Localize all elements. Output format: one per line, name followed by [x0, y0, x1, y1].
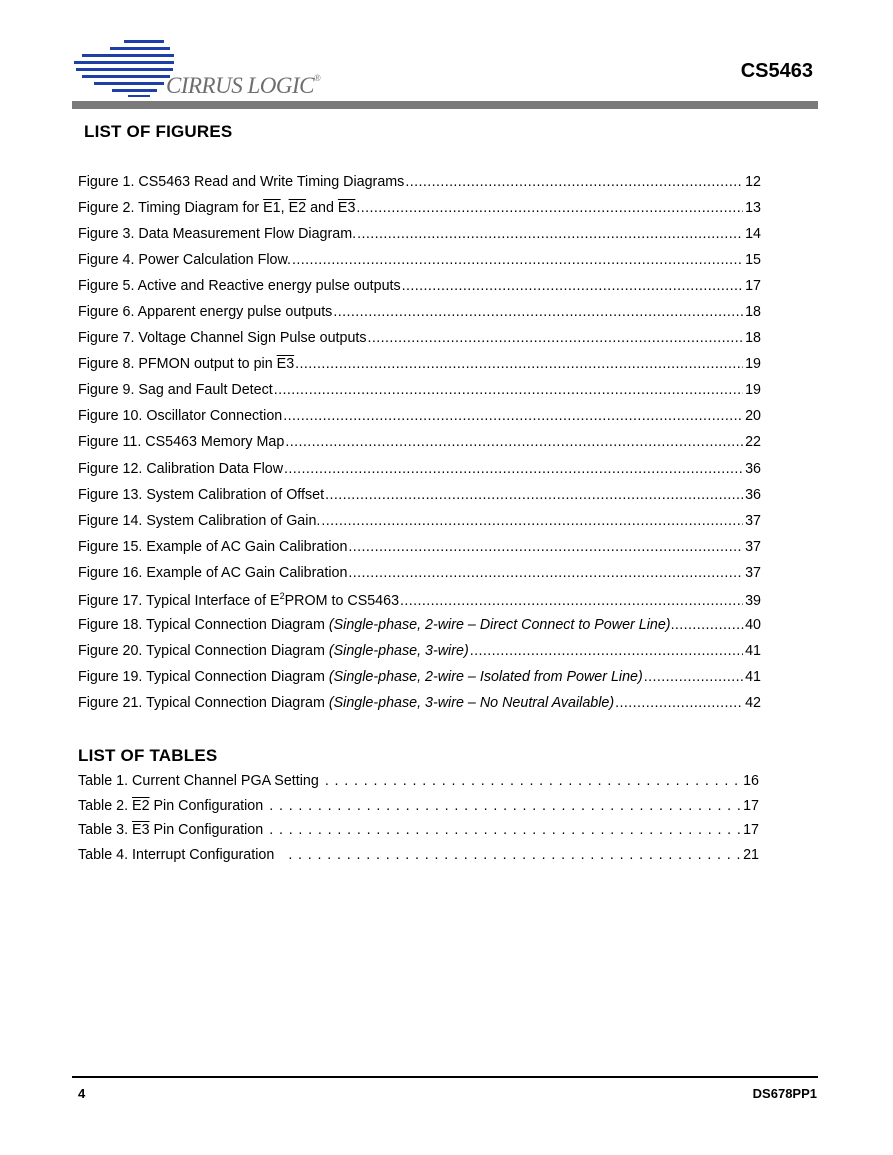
- pin-e3-label: E3: [337, 200, 356, 217]
- toc-entry[interactable]: Figure 15. Example of AC Gain Calibration ..... 37: [78, 539, 761, 565]
- toc-entry[interactable]: Figure 9. Sag and Fault Detect ..... 19: [78, 382, 761, 408]
- toc-entry[interactable]: Figure 4. Power Calculation Flow. ..... 15: [78, 252, 761, 278]
- toc-entry[interactable]: Figure 21. Typical Connection Diagram (Single-phase, 3-wire – No Neutral Available) ..... 42: [78, 695, 761, 721]
- toc-entry[interactable]: Figure 14. System Calibration of Gain. ..... 37: [78, 513, 761, 539]
- toc-entry[interactable]: Figure 11. CS5463 Memory Map ..... 22: [78, 434, 761, 460]
- list-of-figures-title: LIST OF FIGURES: [84, 122, 233, 141]
- page-number: 4: [78, 1086, 86, 1101]
- toc-entry[interactable]: Figure 20. Typical Connection Diagram (Single-phase, 3-wire) ..... 41: [78, 643, 761, 669]
- pin-e3-label: E3: [132, 822, 150, 838]
- toc-entry[interactable]: Figure 16. Example of AC Gain Calibration ..... 37: [78, 565, 761, 591]
- toc-entry[interactable]: Figure 5. Active and Reactive energy pulse outputs ..... 17: [78, 278, 761, 304]
- toc-entry[interactable]: Table 4. Interrupt Configuration . . . 21: [78, 847, 759, 872]
- list-of-tables-title: LIST OF TABLES: [78, 746, 218, 765]
- toc-entry[interactable]: Figure 6. Apparent energy pulse outputs ..... 18: [78, 304, 761, 330]
- toc-entry[interactable]: Figure 19. Typical Connection Diagram (Single-phase, 2-wire – Isolated from Power Line) ..... 41: [78, 669, 761, 695]
- toc-entry[interactable]: Figure 18. Typical Connection Diagram (Single-phase, 2-wire – Direct Connect to Power Line) ..... 40: [78, 617, 761, 643]
- pin-e3-label: E3: [276, 356, 295, 373]
- toc-entry[interactable]: Table 3. E3 Pin Configuration . . . 17: [78, 822, 759, 847]
- pin-e2-label: E2: [132, 797, 150, 814]
- toc-entry[interactable]: Table 1. Current Channel PGA Setting . . . 16: [78, 773, 759, 798]
- tables-list: [78, 773, 759, 871]
- toc-entry[interactable]: Table 2. E2 Pin Configuration . . . 17: [78, 798, 759, 823]
- toc-entry[interactable]: Figure 7. Voltage Channel Sign Pulse outputs ..... 18: [78, 330, 761, 356]
- toc-entry[interactable]: Figure 12. Calibration Data Flow ..... 36: [78, 461, 761, 487]
- toc-entry[interactable]: Figure 2. Timing Diagram for E1, E2 and E3 ..... 13: [78, 200, 761, 226]
- toc-entry[interactable]: Figure 1. CS5463 Read and Write Timing Diagrams ..... 12: [78, 174, 761, 200]
- toc-entry[interactable]: Figure 3. Data Measurement Flow Diagram. ..... 14: [78, 226, 761, 252]
- toc-entry[interactable]: Figure 17. Typical Interface of $E^2PROM$ to CS5463 ..... 39: [78, 591, 761, 617]
- figures-list: [78, 174, 761, 721]
- footer-rule: [72, 1076, 818, 1078]
- document-id: DS678PP1: [752, 1086, 817, 1101]
- toc-entry[interactable]: Figure 13. System Calibration of Offset ..... 36: [78, 487, 761, 513]
- part-number: CS5463: [740, 60, 813, 82]
- toc-entry[interactable]: Figure 8. PFMON output to pin E3 ..... 19: [78, 356, 761, 382]
- pin-e1-label: E1: [263, 200, 281, 217]
- pin-e2-label: E2: [288, 200, 307, 217]
- toc-entry[interactable]: Figure 10. Oscillator Connection ..... 20: [78, 408, 761, 434]
- logo-wordmark: CIRRUS LOGIC®: [166, 73, 321, 98]
- header-rule: [72, 101, 818, 109]
